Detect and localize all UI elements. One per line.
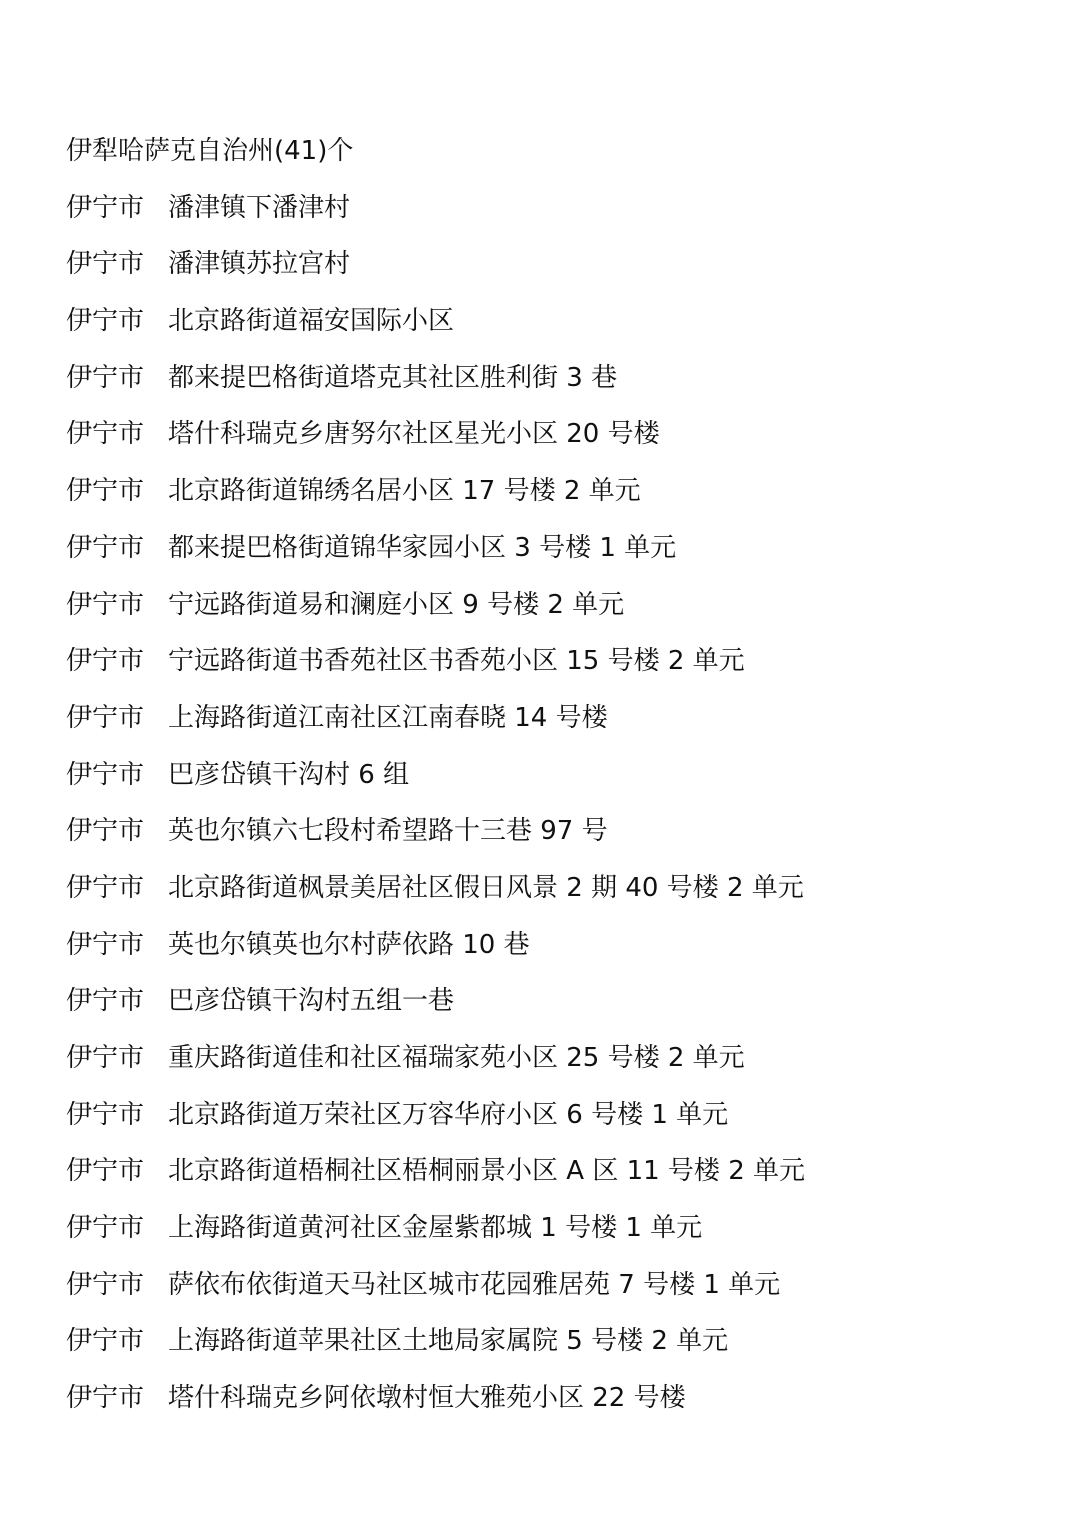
city-name: 伊宁市 — [66, 1043, 145, 1073]
address-text: 巴彦岱镇干沟村 6 组 — [168, 759, 410, 790]
address-row — [66, 185, 1046, 242]
address-row — [66, 1035, 1046, 1092]
city-name: 伊宁市 — [66, 646, 145, 677]
address-text: 北京路街道万荣社区万容华府小区 6 号楼 1 单元 — [168, 1099, 729, 1130]
address-row — [66, 922, 1046, 979]
city-name: 伊宁市 — [66, 589, 145, 620]
address-row — [66, 1092, 1046, 1149]
address-text: 宁远路街道书香苑社区书香苑小区 15 号楼 2 单元 — [168, 646, 745, 677]
address-text: 潘津镇苏拉宫村 — [168, 249, 351, 280]
document-title: 伊犁哈萨克自治州(41)个 — [66, 136, 354, 166]
address-row — [66, 1318, 1046, 1375]
city-name: 伊宁市 — [66, 929, 145, 960]
city-name: 伊宁市 — [66, 306, 145, 337]
address-row — [66, 582, 1046, 639]
address-row — [66, 695, 1046, 752]
address-text: 北京路街道福安国际小区 — [168, 306, 455, 337]
address-row — [66, 1262, 1046, 1319]
address-row — [66, 1148, 1046, 1205]
address-text: 上海路街道苹果社区土地局家属院 5 号楼 2 单元 — [168, 1326, 729, 1357]
address-row — [66, 752, 1046, 809]
address-row — [66, 468, 1046, 525]
city-name: 伊宁市 — [66, 192, 145, 223]
address-text: 英也尔镇六七段村希望路十三巷 97 号 — [168, 816, 608, 847]
city-name: 伊宁市 — [66, 816, 145, 847]
city-name: 伊宁市 — [66, 1213, 145, 1244]
address-text: 北京路街道梧桐社区梧桐丽景小区 A 区 11 号楼 2 单元 — [168, 1156, 806, 1187]
address-text: 塔什科瑞克乡唐努尔社区星光小区 20 号楼 — [168, 419, 660, 450]
address-text: 重庆路街道佳和社区福瑞家苑小区 25 号楼 2 单元 — [168, 1043, 745, 1073]
address-text: 北京路街道锦绣名居小区 17 号楼 2 单元 — [168, 476, 641, 507]
address-text: 巴彦岱镇干沟村五组一巷 — [168, 986, 455, 1017]
address-text: 都来提巴格街道锦华家园小区 3 号楼 1 单元 — [168, 532, 677, 563]
address-text: 宁远路街道易和澜庭小区 9 号楼 2 单元 — [168, 589, 625, 620]
address-text: 上海路街道黄河社区金屋紫都城 1 号楼 1 单元 — [168, 1213, 703, 1244]
city-name: 伊宁市 — [66, 249, 145, 280]
address-row — [66, 1205, 1046, 1262]
city-name: 伊宁市 — [66, 986, 145, 1017]
city-name: 伊宁市 — [66, 1326, 145, 1357]
address-text: 塔什科瑞克乡阿依墩村恒大雅苑小区 22 号楼 — [168, 1383, 686, 1414]
city-name: 伊宁市 — [66, 1099, 145, 1130]
address-row — [66, 865, 1046, 922]
city-name: 伊宁市 — [66, 1156, 145, 1187]
address-list — [66, 128, 1046, 1432]
city-name: 伊宁市 — [66, 419, 145, 450]
city-name: 伊宁市 — [66, 362, 145, 393]
city-name: 伊宁市 — [66, 532, 145, 563]
city-name: 伊宁市 — [66, 1383, 145, 1414]
address-row — [66, 978, 1046, 1035]
city-name: 伊宁市 — [66, 702, 145, 733]
address-row — [66, 298, 1046, 355]
address-text: 潘津镇下潘津村 — [168, 192, 351, 223]
address-row — [66, 525, 1046, 582]
address-text: 上海路街道江南社区江南春晓 14 号楼 — [168, 702, 608, 733]
city-name: 伊宁市 — [66, 476, 145, 507]
address-text: 北京路街道枫景美居社区假日风景 2 期 40 号楼 2 单元 — [168, 872, 804, 903]
address-row — [66, 241, 1046, 298]
address-row — [66, 808, 1046, 865]
address-text: 英也尔镇英也尔村萨依路 10 巷 — [168, 929, 530, 960]
address-row — [66, 1375, 1046, 1432]
city-name: 伊宁市 — [66, 1269, 145, 1300]
address-row — [66, 355, 1046, 412]
address-text: 都来提巴格街道塔克其社区胜利街 3 巷 — [168, 362, 618, 393]
address-row — [66, 638, 1046, 695]
address-text: 萨依布依街道天马社区城市花园雅居苑 7 号楼 1 单元 — [168, 1269, 781, 1300]
city-name: 伊宁市 — [66, 872, 145, 903]
city-name: 伊宁市 — [66, 759, 145, 790]
address-row — [66, 411, 1046, 468]
